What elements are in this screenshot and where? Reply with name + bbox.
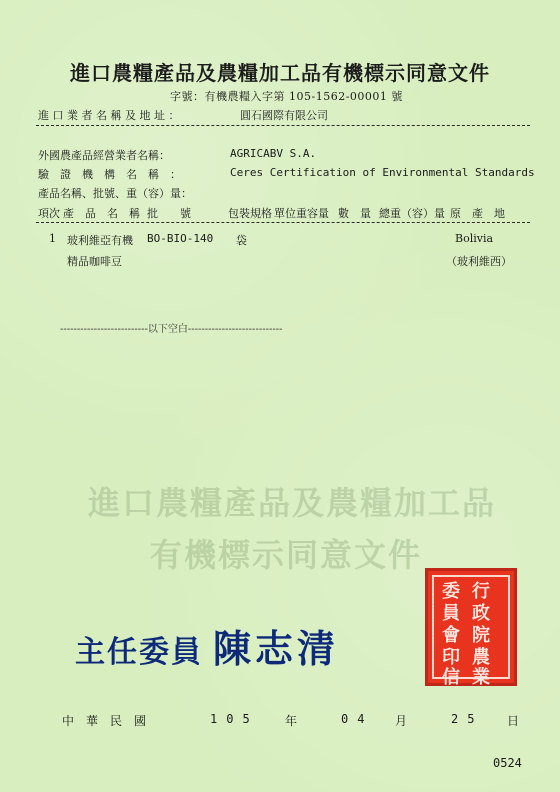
table-divider: [36, 222, 530, 223]
date-year: 105: [210, 712, 259, 726]
signature-name: 陳志清: [213, 626, 340, 671]
date-era: 中 華 民 國: [62, 714, 147, 728]
row-name-line2: 精品咖啡豆: [67, 255, 122, 268]
watermark-line2: 有機標示同意文件: [150, 536, 423, 574]
seal-char: 信: [442, 667, 460, 688]
seal-char: 業: [472, 667, 490, 688]
header-divider: [36, 125, 530, 126]
document-number: 字號：有機農糧入字第 105-1562-00001 號: [170, 90, 403, 103]
foreign-operator-label: 外國農產品經營業者名稱：: [38, 149, 170, 162]
blank-below-note: --------------------------以下空白----------------------------: [60, 324, 283, 335]
document-title: 進口農糧產品及農糧加工品有機標示同意文件: [70, 61, 490, 85]
seal-char: 行: [472, 581, 490, 602]
row-origin-line2: （玻利維西）: [446, 255, 512, 268]
seal-char: 委: [442, 581, 460, 602]
col-pack: 包裝規格: [228, 207, 272, 220]
col-item: 項次: [38, 207, 60, 220]
date-day: 25: [451, 712, 484, 726]
row-name-line1: 玻利維亞有機: [67, 234, 133, 247]
signature: [75, 618, 339, 673]
seal-char: 印: [442, 647, 460, 668]
foreign-operator-value: AGRICABV S.A.: [230, 147, 317, 160]
product-info-label: 產品名稱、批號、重（容）量：: [38, 187, 192, 200]
row-item: 1: [49, 232, 56, 245]
date-year-unit: 年: [285, 714, 298, 728]
importer-label: 進 口 業 者 名 稱 及 地 址 ：: [38, 109, 180, 122]
col-batch: 批 號: [147, 207, 191, 220]
col-qty: 數 量: [338, 207, 371, 220]
seal-char: 會: [442, 625, 460, 646]
seal-char: 院: [472, 625, 490, 646]
row-origin-line1: Bolivia: [455, 232, 494, 245]
date-day-unit: 日: [507, 714, 520, 728]
importer-value: 圓石國際有限公司: [240, 109, 328, 122]
row-batch: BO-BIO-140: [147, 232, 214, 245]
blank-below-text: 以下空白: [147, 324, 188, 335]
col-name: 產 品 名 稱: [63, 207, 140, 220]
col-total: 總重（容）量: [379, 207, 445, 220]
certifier-value: Ceres Certification of Environmental Standards: [230, 166, 535, 179]
certifier-label: 驗 證 機 構 名 稱 ：: [38, 168, 181, 181]
date-month-unit: 月: [395, 714, 408, 728]
row-pack: 袋: [236, 234, 247, 247]
signature-title: 主任委員: [75, 635, 203, 670]
watermark-line1: 進口農糧產品及農糧加工品: [88, 484, 497, 522]
col-origin: 原 產 地: [450, 207, 505, 220]
seal-char: 政: [472, 603, 490, 624]
date-month: 04: [341, 712, 374, 726]
seal-char: 員: [442, 603, 460, 624]
document-code: 0524: [493, 756, 522, 770]
seal-char: 農: [472, 647, 490, 668]
official-seal: [425, 568, 517, 686]
col-unit: 單位重容量: [274, 207, 329, 220]
